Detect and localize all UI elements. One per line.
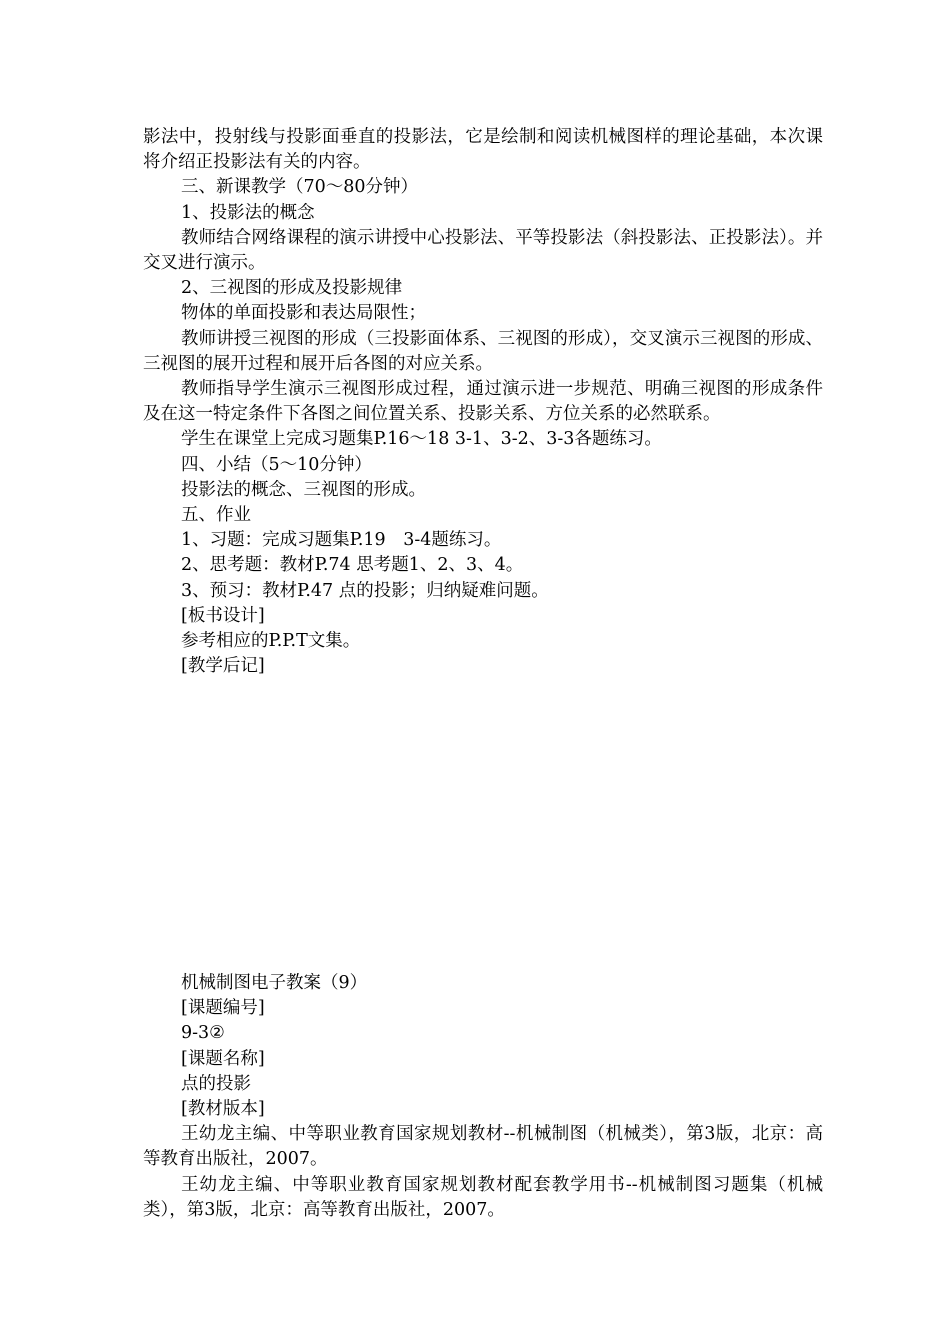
value-topic-name: 点的投影 xyxy=(181,1073,251,1094)
paragraph-intro-continuation: 影法中，投射线与投影面垂直的投影法，它是绘制和阅读机械图样的理论基础，本次课将介绍正投影法有关的内容。 xyxy=(143,127,823,173)
homework-item-questions: 2、思考题：教材P.74 思考题1、2、3、4。 xyxy=(181,555,524,576)
lesson-title: 机械制图电子教案（9） xyxy=(181,973,368,993)
subheading-three-views: 2、三视图的形成及投影规律 xyxy=(181,278,403,299)
label-topic-name: [课题名称] xyxy=(181,1048,265,1069)
homework-item-preview: 3、预习：教材P.47 点的投影；归纳疑难问题。 xyxy=(181,580,549,601)
value-topic-number: 9-3② xyxy=(181,1023,225,1044)
textbook-reference-main: 王幼龙主编、中等职业教育国家规划教材--机械制图（机械类），第3版，北京：高等教育出版社，2007。 xyxy=(143,1124,823,1170)
paragraph-projection-teaching: 教师结合网络课程的演示讲授中心投影法、平等投影法（斜投影法、正投影法）。并交叉进行演示。 xyxy=(143,227,823,274)
lesson-continuation-section xyxy=(143,125,823,679)
paragraph-three-views-teaching: 教师讲授三视图的形成（三投影面体系、三视图的形成），交叉演示三视图的形成、三视图的展开过程和展开后各图的对应关系。 xyxy=(143,328,823,374)
paragraph-classwork: 学生在课堂上完成习题集P.16～18 3-1、3-2、3-3各题练习。 xyxy=(181,429,662,450)
paragraph-summary-content: 投影法的概念、三视图的形成。 xyxy=(181,479,426,500)
paragraph-student-demo: 教师指导学生演示三视图形成过程，通过演示进一步规范、明确三视图的形成条件及在这一特定条件下各图之间位置关系、投影关系、方位关系的必然联系。 xyxy=(143,379,823,425)
label-teaching-notes: [教学后记] xyxy=(181,656,265,677)
label-textbook-edition: [教材版本] xyxy=(181,1099,265,1120)
label-board-design: [板书设计] xyxy=(181,605,265,626)
paragraph-ppt-reference: 参考相应的P.P.T文集。 xyxy=(181,631,361,652)
paragraph-single-projection: 物体的单面投影和表达局限性； xyxy=(181,303,426,324)
heading-new-lesson: 三、新课教学（70～80分钟） xyxy=(181,177,419,198)
heading-summary: 四、小结（5～10分钟） xyxy=(181,454,372,475)
textbook-reference-exercises: 王幼龙主编、中等职业教育国家规划教材配套教学用书--机械制图习题集（机械类），第3版，北京：高等教育出版社，2007。 xyxy=(143,1174,823,1220)
heading-homework: 五、作业 xyxy=(181,505,251,526)
lesson-plan-9-section xyxy=(143,971,823,1223)
label-topic-number: [课题编号] xyxy=(181,998,265,1019)
homework-item-exercises: 1、习题：完成习题集P.19 3-4题练习。 xyxy=(181,530,502,551)
subheading-projection-concept: 1、投影法的概念 xyxy=(181,202,315,223)
